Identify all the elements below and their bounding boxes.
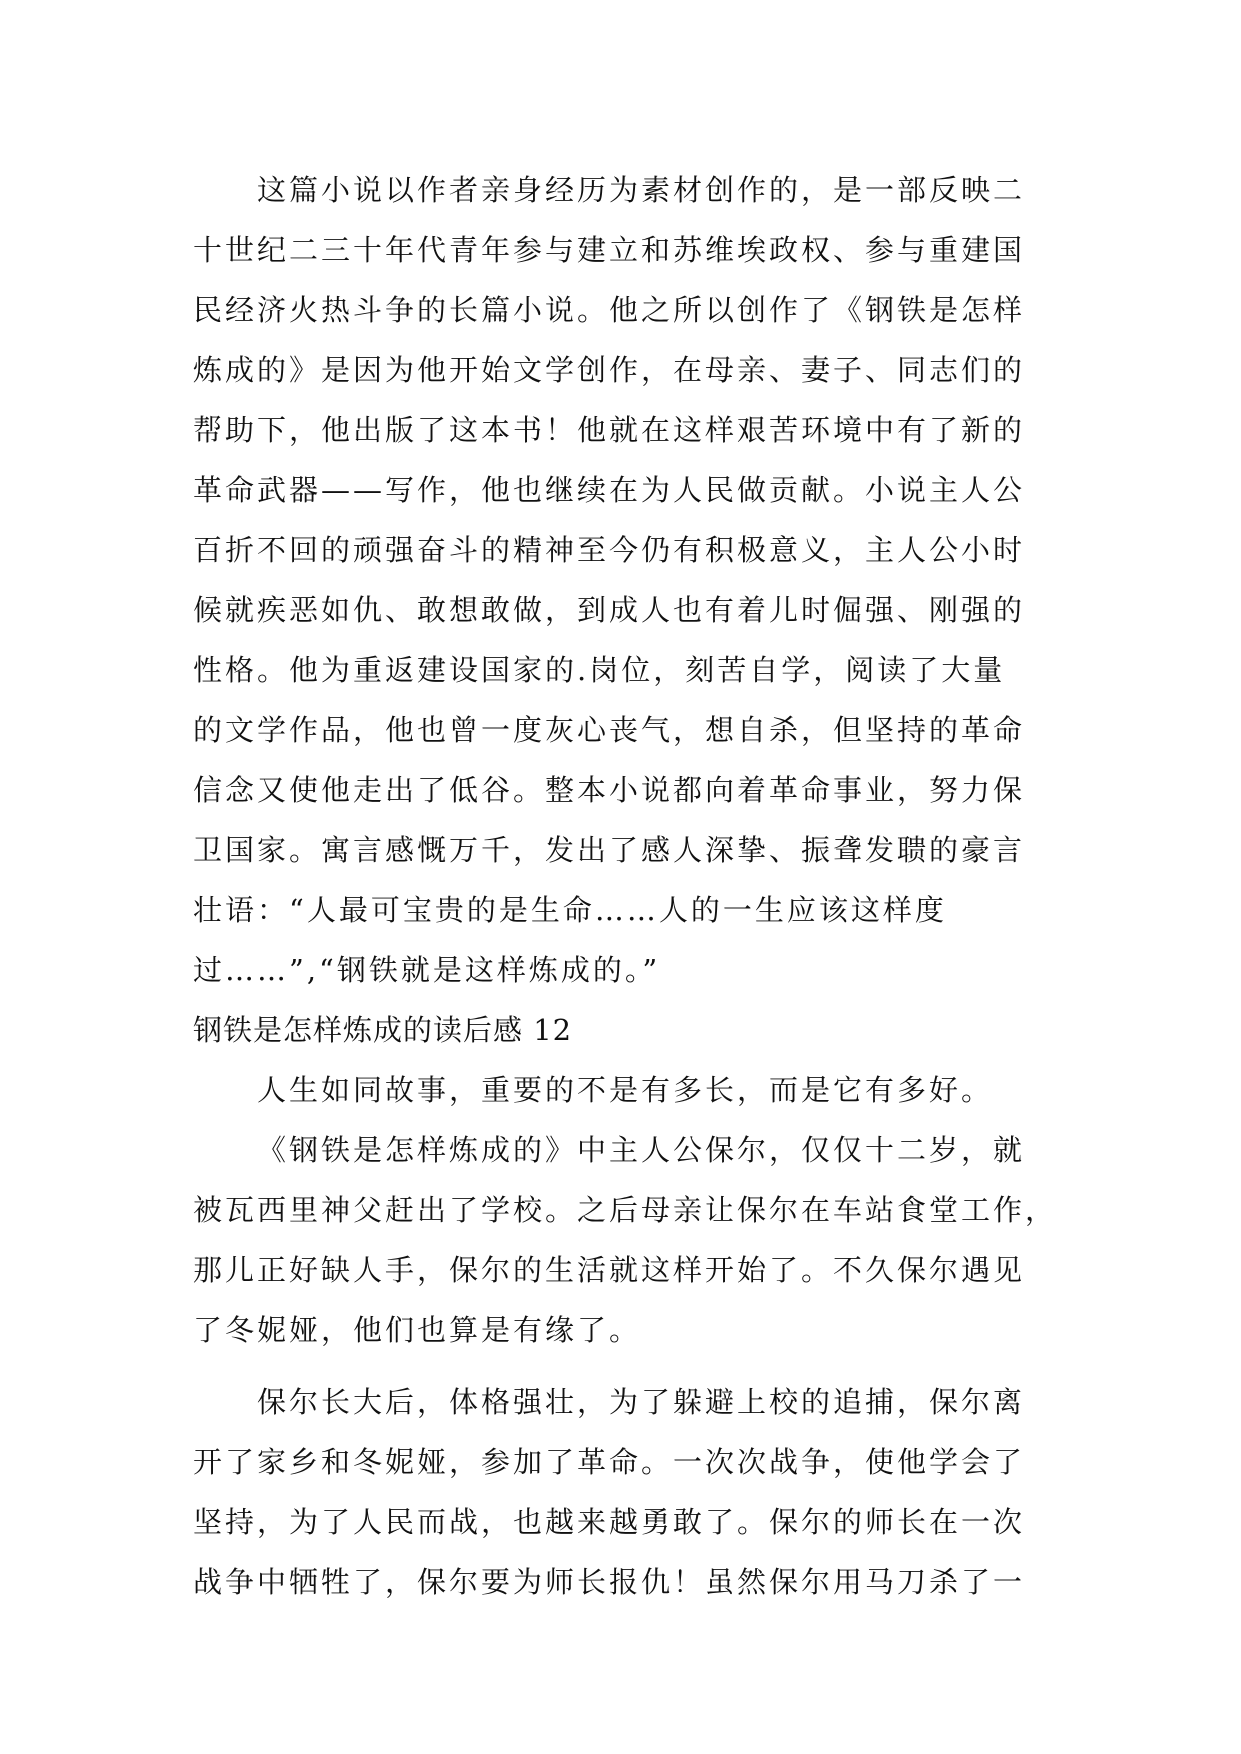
paragraph-4	[193, 1372, 1049, 1612]
text-line: 民经济火热斗争的长篇小说。他之所以创作了《钢铁是怎样	[193, 293, 1026, 327]
text-line: 性格。他为重返建设国家的.岗位，刻苦自学，阅读了大量	[193, 653, 1006, 687]
text-line: 被瓦西里神父赶出了学校。之后母亲让保尔在车站食堂工作，	[193, 1193, 1058, 1227]
text-line: 信念又使他走出了低谷。整本小说都向着革命事业，努力保	[193, 773, 1026, 807]
text-line: 战争中牺牲了，保尔要为师长报仇！虽然保尔用马刀杀了一	[193, 1565, 1026, 1599]
text-line: 这篇小说以作者亲身经历为素材创作的，是一部反映二	[257, 173, 1026, 207]
text-line: 炼成的》是因为他开始文学创作，在母亲、妻子、同志们的	[193, 353, 1026, 387]
text-line: 过……”,“钢铁就是这样炼成的。”	[193, 953, 661, 987]
paragraph-1	[193, 160, 1049, 1000]
text-line: 《钢铁是怎样炼成的》中主人公保尔，仅仅十二岁，就	[257, 1133, 1026, 1167]
text-line: 的文学作品，他也曾一度灰心丧气，想自杀，但坚持的革命	[193, 713, 1026, 747]
text-line: 人生如同故事，重要的不是有多长，而是它有多好。	[257, 1073, 994, 1107]
text-line: 帮助下，他出版了这本书！他就在这样艰苦环境中有了新的	[193, 413, 1026, 447]
text-line: 坚持，为了人民而战，也越来越勇敢了。保尔的师长在一次	[193, 1505, 1026, 1539]
text-line: 了冬妮娅，他们也算是有缘了。	[193, 1313, 642, 1347]
text-line: 保尔长大后，体格强壮，为了躲避上校的追捕，保尔离	[257, 1385, 1026, 1419]
text-line: 卫国家。寓言感慨万千，发出了感人深挚、振聋发聩的豪言	[193, 833, 1026, 867]
text-line: 十世纪二三十年代青年参与建立和苏维埃政权、参与重建国	[193, 233, 1026, 267]
text-line: 壮语：“人最可宝贵的是生命……人的一生应该这样度	[193, 893, 947, 927]
document-body	[193, 160, 1058, 1612]
text-line: 百折不回的顽强奋斗的精神至今仍有积极意义，主人公小时	[193, 533, 1026, 567]
text-line: 那儿正好缺人手，保尔的生活就这样开始了。不久保尔遇见	[193, 1253, 1026, 1287]
text-line: 革命武器——写作，他也继续在为人民做贡献。小说主人公	[193, 473, 1026, 507]
text-line: 开了家乡和冬妮娅，参加了革命。一次次战争，使他学会了	[193, 1445, 1026, 1479]
section-title: 钢铁是怎样炼成的读后感 12	[193, 1013, 573, 1047]
paragraph-2	[193, 1060, 1049, 1120]
paragraph-3	[193, 1120, 1058, 1360]
text-line: 候就疾恶如仇、敢想敢做，到成人也有着儿时倔强、刚强的	[193, 593, 1026, 627]
